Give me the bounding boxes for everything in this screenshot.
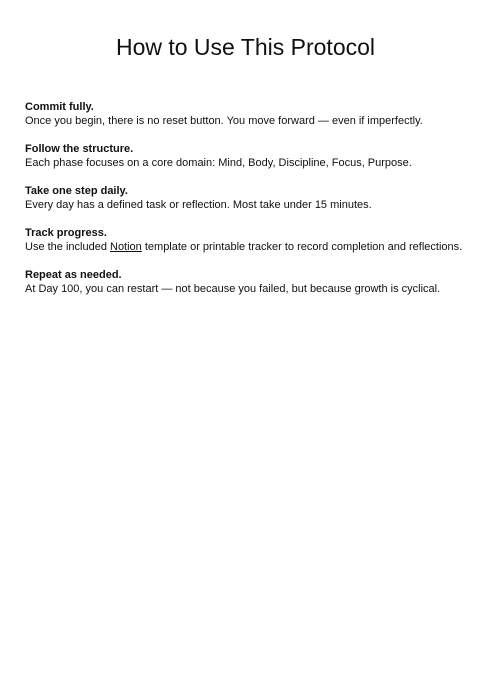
section-heading: Track progress. <box>25 227 107 239</box>
section-body-text: template or printable tracker to record completion and reflections. <box>141 241 463 253</box>
section-body: Once you begin, there is no reset button. You move forward — even if imperfectly. <box>25 115 423 127</box>
section-heading: Commit fully. <box>25 101 94 113</box>
section-track-progress <box>25 226 466 255</box>
section-body: Each phase focuses on a core domain: Mind, Body, Discipline, Focus, Purpose. <box>25 157 412 169</box>
instructions-list <box>25 100 466 297</box>
section-commit-fully <box>25 100 466 129</box>
section-body <box>25 240 466 255</box>
section-heading: Follow the structure. <box>25 143 134 155</box>
section-heading: Repeat as needed. <box>25 269 122 281</box>
section-heading: Take one step daily. <box>25 185 128 197</box>
section-body: Every day has a defined task or reflection. Most take under 15 minutes. <box>25 199 372 211</box>
section-body-text: Use the included <box>25 241 110 253</box>
section-take-one-step <box>25 184 466 213</box>
section-follow-structure <box>25 142 466 171</box>
page-title: How to Use This Protocol <box>115 34 376 60</box>
section-repeat-as-needed <box>25 268 466 297</box>
notion-link[interactable]: Notion <box>110 241 142 253</box>
section-body: At Day 100, you can restart — not because you failed, but because growth is cyclical. <box>25 283 441 295</box>
